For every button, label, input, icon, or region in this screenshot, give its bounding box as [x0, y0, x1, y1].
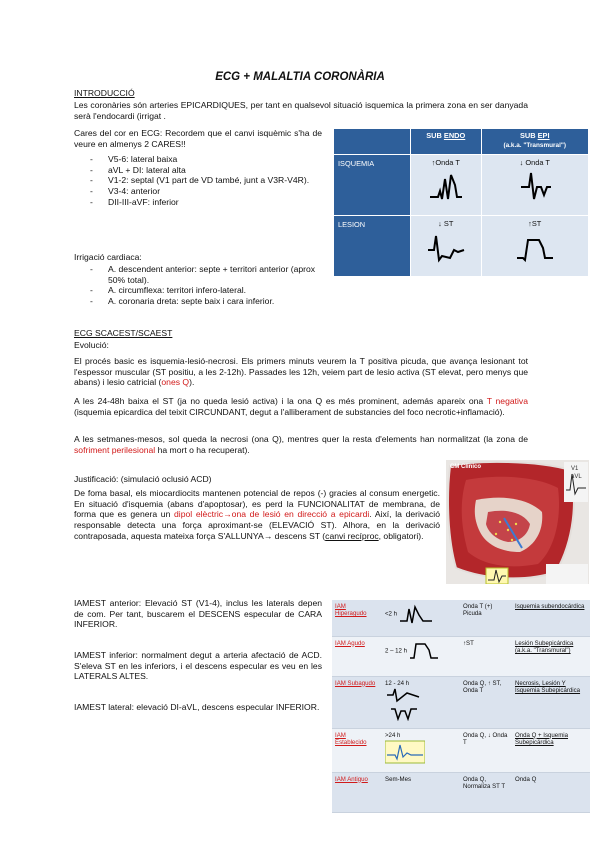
- ecg-cell: 12 - 24 h: [382, 676, 460, 728]
- iam-evolution-table: [332, 600, 590, 813]
- meaning: Lesión Subepicárdica (a.k.a. "Transmural"): [512, 636, 590, 676]
- ecg-isquemia-lesion-table: [333, 128, 589, 277]
- table-corner: [334, 129, 411, 155]
- ecg-finding: Onda Q, ↑ ST, Onda T: [460, 676, 512, 728]
- stage-antiguo: IAM Antiguo: [332, 772, 382, 812]
- cell-lesion-epi: ↑ST: [481, 216, 589, 277]
- intro-text: Les coronàries són arteries EPICARDIQUES, per tant en qualsevol situació isquemica la primera zona en ser danyada serà l'endocardi (irrigat .: [74, 100, 528, 121]
- meaning: Onda Q + Isquemia Subepicárdica: [512, 728, 590, 772]
- cell-isquemia-epi: ↓ Onda T: [481, 155, 589, 216]
- ecg-tall-t-wave-icon: [428, 169, 464, 205]
- intro-heading: INTRODUCCIÓ: [74, 88, 135, 98]
- cell-isquemia-endo: ↑Onda T: [411, 155, 482, 216]
- ecg-q-wave-st-icon: [385, 687, 421, 721]
- ecg-cell: >24 h: [382, 728, 460, 772]
- ecg-finding: Onda Q, Normaliza ST T: [460, 772, 512, 812]
- stage-hiperagudo: IAM Hiperagudo: [332, 600, 382, 636]
- evolucio-paragraph-1: El procés basic es isquemia-lesió-necrosi. Els primers minuts veurem la T positiva picuda, que avança lesionant tot l'espessor muscular (ST positiu, a les 2-12h). Passades les 12h, veiem part de lesio activa (ST elevat, pero menys que abans) i lesio catricial (ones Q).: [74, 356, 528, 388]
- ecg-hyperacute-t-icon: [399, 603, 433, 625]
- header-sub-epi: SUB EPI (a.k.a. "Transmural"): [481, 129, 589, 155]
- list-item: - V3-4: anterior: [74, 186, 324, 197]
- cell-lesion-endo: ↓ ST: [411, 216, 482, 277]
- image-label: CM Clinico: [450, 464, 481, 470]
- row-label-lesion: LESION: [334, 216, 411, 277]
- iamest-anterior: IAMEST anterior: Elevació ST (V1-4), inclus les laterals depen de com. Per tant, buscarem el DESCENS especular de CARA INFERIOR.: [74, 598, 322, 630]
- list-item: - DII-III-aVF: inferior: [74, 197, 324, 208]
- cares-list: [74, 154, 324, 208]
- iamest-lateral: IAMEST lateral: elevació DI-aVL, descens especular INFERIOR.: [74, 702, 320, 712]
- meaning: Onda Q: [512, 772, 590, 812]
- list-item: - A. circumflexa: territori infero-lateral.: [74, 285, 326, 296]
- row-label-isquemia: ISQUEMIA: [334, 155, 411, 216]
- table-row: [332, 636, 590, 676]
- irrigacio-label: Irrigació cardiaca:: [74, 252, 142, 262]
- table-row: [332, 728, 590, 772]
- list-item: - A. coronaria dreta: septe baix i cara inferior.: [74, 296, 326, 307]
- ecg-finding: Onda Q, ↓ Onda T: [460, 728, 512, 772]
- ecg-finding: Onda T (+) Picuda: [460, 600, 512, 636]
- ecg-strip-icon: [385, 739, 425, 765]
- stage-agudo: IAM Agudo: [332, 636, 382, 676]
- cares-text: Cares del cor en ECG: Recordem que el canvi isquèmic s'ha de veure en almenys 2 CARES!!: [74, 128, 322, 149]
- list-item: - V5-6: lateral baixa: [74, 154, 324, 165]
- stage-subagudo: IAM Subagudo: [332, 676, 382, 728]
- heart-section-image: [446, 460, 589, 584]
- meaning: Isquemia subendocárdica: [512, 600, 590, 636]
- iamest-inferior: IAMEST inferior: normalment degut a arteria afectació de ACD. S'eleva ST en les inferiors, i el descens especular es veu en les LATERALS ALTES.: [74, 650, 322, 682]
- meaning: Necrosis, Lesión Y Isquemia Subepicárdica: [512, 676, 590, 728]
- table-row: [332, 772, 590, 812]
- lead-label-v1: V1: [571, 466, 579, 472]
- list-item: - A. descendent anterior: septe + territori anterior (aprox 50% total).: [74, 264, 326, 285]
- stage-establecido: IAM Establecido: [332, 728, 382, 772]
- irrigacio-list: [74, 264, 326, 307]
- list-item: - V1-2: septal (V1 part de VD també, junt a V3R-V4R).: [74, 175, 324, 186]
- ecg-cell: Sem-Mes: [382, 772, 460, 812]
- table-row: [332, 676, 590, 728]
- ecg-cell: 2 – 12 h: [382, 636, 460, 676]
- evolucio-paragraph-2: A les 24-48h baixa el ST (ja no queda lesió activa) i la ona Q es més prominent, además apareix ona T negativa (isquemia epicardica del teixit CIRCUNDANT, degut a l'alliberament de substancies del foco necrotic+inflamació).: [74, 396, 528, 417]
- ecg-finding: ↑ST: [460, 636, 512, 676]
- table-row: [332, 600, 590, 636]
- ecg-st-elevation-icon: [409, 640, 439, 662]
- ecg-inverted-t-wave-icon: [517, 169, 553, 205]
- justificacio-paragraph: De foma basal, els miocardiocits mantenen potencial de repos (-) gracies al consum energetic. En situació d'isquemia (abans d'apoptosar), es perd la FUNCIONALITAT de membrana, de forma que es genera un dipol elèctric→ona de lesió en direcció a epicardi. Així, la derivació responsable detecta una força aproximant-se (ELEVACIÓ ST). Alhora, en la derivació contraposada, aquesta mateixa força S'ALLUNYA→ descens ST (canvi recíproc, obligatori).: [74, 488, 440, 541]
- ecg-st-depression-icon: [426, 230, 466, 266]
- ecg-cell: <2 h: [382, 600, 460, 636]
- page-title: ECG + MALALTIA CORONÀRIA: [215, 71, 385, 83]
- header-sub-endo: SUB ENDO: [411, 129, 482, 155]
- lead-label-avl: aVL: [571, 474, 582, 480]
- list-item: - aVL + DI: lateral alta: [74, 165, 324, 176]
- ecg-st-elevation-icon: [515, 230, 555, 266]
- justificacio-label: Justificació: (simulació oclusió ACD): [74, 474, 212, 484]
- scacest-heading: ECG SCACEST/SCAEST: [74, 328, 173, 338]
- evolucio-paragraph-3: A les setmanes-mesos, sol queda la necrosi (ona Q), mentres quer la resta d'elements han normalitzat (la zona de sofriment perilesional ha mort o ha recuperat).: [74, 434, 528, 455]
- evolucio-label: Evolució:: [74, 340, 109, 350]
